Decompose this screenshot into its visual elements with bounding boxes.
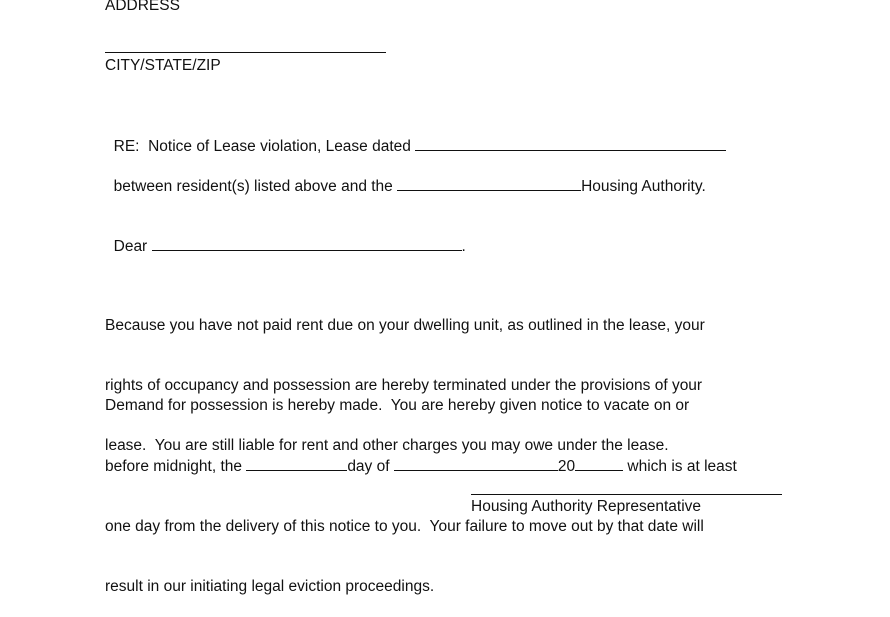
day-of-text: day of <box>347 458 394 475</box>
paragraph-line: result in our initiating legal eviction proceedings. <box>105 578 435 595</box>
signature-label: Housing Authority Representative <box>471 498 702 515</box>
salutation-period: . <box>461 238 466 255</box>
city-state-zip-blank[interactable] <box>105 52 386 53</box>
paragraph-line: Because you have not paid rent due on your dwelling unit, as outlined in the lease, your <box>105 317 705 334</box>
housing-authority-suffix: Housing Authority. <box>581 178 706 195</box>
between-line <box>105 156 706 197</box>
salutation-text: Dear <box>113 238 152 255</box>
paragraph-line-with-blanks <box>105 456 805 477</box>
midnight-text: before midnight, the <box>105 458 247 475</box>
between-line-text: between resident(s) listed above and the <box>113 178 398 195</box>
housing-authority-name-blank[interactable] <box>397 176 581 191</box>
paragraph-line: rights of occupancy and possession are hereby terminated under the provisions of your <box>105 377 703 394</box>
month-blank[interactable] <box>394 456 558 471</box>
year-blank[interactable] <box>575 456 623 471</box>
re-line <box>105 116 726 157</box>
address-label: ADDRESS <box>105 0 180 14</box>
city-state-zip-label: CITY/STATE/ZIP <box>105 57 221 74</box>
paragraph-line: one day from the delivery of this notice to you. Your failure to move out by that date will <box>105 518 704 535</box>
re-line-text: RE: Notice of Lease violation, Lease dated <box>113 138 416 155</box>
resident-name-blank[interactable] <box>152 236 462 251</box>
paragraph-demand <box>105 356 805 617</box>
signature-blank[interactable] <box>471 494 782 495</box>
lease-date-blank[interactable] <box>415 136 726 151</box>
paragraph-line: lease. You are still liable for rent and other charges you may owe under the lease. <box>105 437 669 454</box>
salutation-line <box>105 216 466 257</box>
paragraph-line: Demand for possession is hereby made. You are hereby given notice to vacate on or <box>105 397 690 414</box>
at-least-text: which is at least <box>623 458 737 475</box>
day-number-blank[interactable] <box>246 456 347 471</box>
year-prefix-text: 20 <box>557 458 576 475</box>
